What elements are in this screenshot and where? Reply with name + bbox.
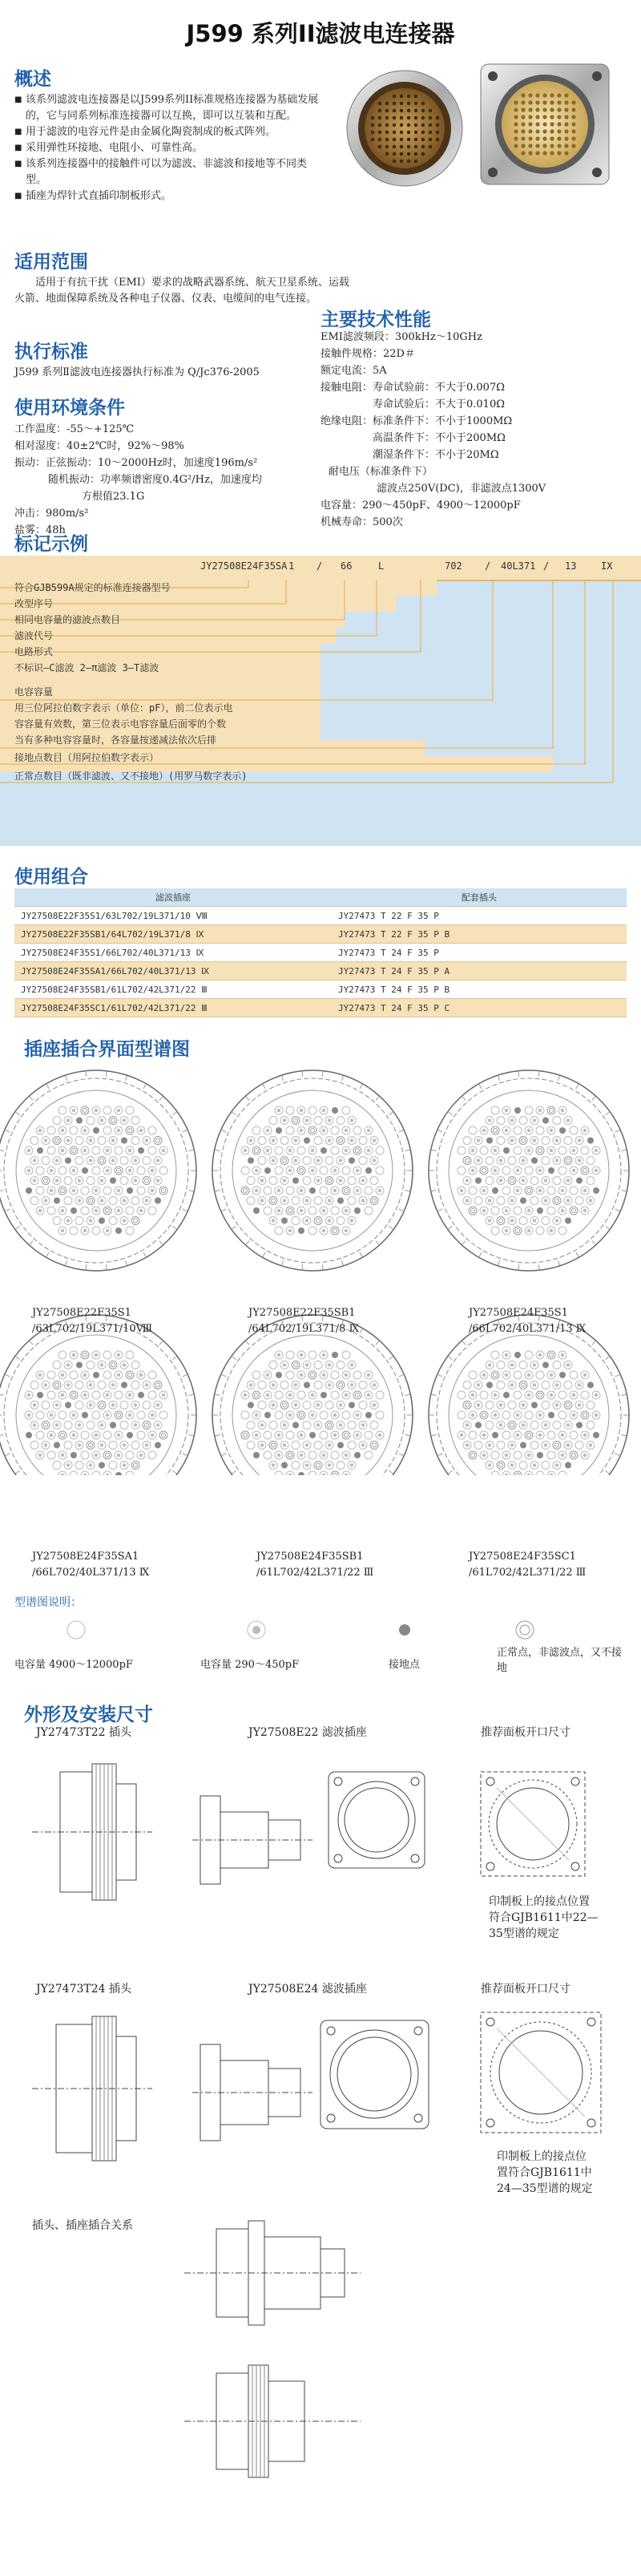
connector-label: JY27508E22F35S1 /63L702/19L371/10Ⅷ [32,1307,153,1335]
table-row [14,999,627,1017]
usage-table [14,888,627,1017]
marking-row: 符合GJB599A规定的标准连接器型号 [14,582,171,593]
marking-row: 用三位阿拉伯数字表示（单位：pF），前二位表示电 [14,702,233,714]
code-part: 13 [565,560,577,572]
environment-list [14,421,335,539]
tech-line: EMI滤波频段：300kHz～10GHz [320,331,482,343]
table-row [14,944,627,962]
code-part: 40L371 [501,560,536,572]
pcb-note-22: 印制板上的接点位置 符合GJB1611中22— 35型谱的规定 [489,1895,599,1940]
tech-line: 滤波点250V(DC)，非滤波点1300V [377,483,546,495]
connector-face [429,1315,629,1475]
usage-col-header: 配套插头 [332,888,627,907]
interface-heading: 插座插合界面型谱图 [24,1039,190,1060]
legend-label: 接地点 [389,1659,421,1671]
code-part: / [543,560,550,572]
tech-line: 寿命试验后：不大于0.010Ω [373,398,505,410]
code-part: / [316,560,323,572]
overview-bullet: ■ 采用弹性环接地、电阻小、可靠性高。 [14,140,319,156]
marking-row: 改型序号 [14,598,54,609]
connector-face [212,1315,413,1475]
env-line: 相对湿度：40±2℃时，92%～98% [14,440,185,452]
env-line: 方根值23.1G [82,491,145,503]
marking-row: 当有多种电容容量时，各容量按递减法依次后排 [14,734,217,746]
connector-face [0,1315,196,1475]
overview-bullets [14,92,319,204]
overview-bullet: ■ 该系列滤波电连接器是以J599系列II标准规格连接器为基础发展的，它与同系列标准连接器可以互换，即可以互装和互配。 [14,92,319,124]
marking-row: 接地点数目（用阿拉伯数字表示） [14,752,159,763]
connector-face [0,1070,196,1271]
product-photo [320,52,633,188]
legend-label: 电容量 290～450pF [200,1659,300,1671]
environment-heading: 使用环境条件 [14,398,125,419]
tech-heading: 主要技术性能 [320,309,431,330]
usage-cell: JY27508E24F35SC1/61L702/42L371/22 Ⅲ [14,999,332,1017]
usage-cell: JY27473 T 24 F 35 P B [332,981,627,999]
page-title: J599 系列II滤波电连接器 [186,20,455,47]
marking-row: 电路形式 [14,646,54,657]
env-line: 工作温度：-55～+125℃ [14,423,135,435]
marking-row: 正常点数目（既非滤波、又不接地）(用罗马数字表示) [14,770,248,782]
standard-text: J599 系列Ⅱ滤波电连接器执行标准为 Q/Jc376-2005 [14,366,260,378]
code-part: JY27508E24F35SA [200,560,288,572]
usage-cell: JY27473 T 24 F 35 P [332,944,627,962]
code-part: 702 [445,560,462,572]
dim-label: JY27508E22 滤波插座 [248,1726,367,1739]
env-line: 冲击：980m/s² [14,508,89,520]
connector-face [429,1070,629,1271]
table-row [14,925,627,944]
overview-bullet: ■ 插座为焊针式直插印制板形式。 [14,188,319,204]
marking-row: 相同电容量的滤波点数目 [14,614,121,625]
tech-list [320,329,625,531]
connector-label: JY27508E24F35S1 /66L702/40L371/13 Ⅸ [469,1307,587,1335]
tech-line: 电容量：290～450pF、4900～12000pF [320,499,521,512]
usage-table-wrap [14,888,627,1017]
tech-line: 耐电压（标准条件下） [329,466,433,478]
table-row [14,907,627,925]
table-row [14,962,627,981]
dim-label: 推荐面板开口尺寸 [481,1983,570,1996]
overview-heading: 概述 [14,69,51,90]
code-part: IX [601,560,613,572]
connector-label: JY27508E24F35SB1 /61L702/42L371/22 Ⅲ [256,1551,374,1579]
application-text: 适用于有抗干扰（EMI）要求的战略武器系统、航天卫星系统、运载火箭、地面保障系统及各种电子仪器、仪表、电缆间的电气连接。 [14,277,349,305]
connector-label: JY27508E24F35SA1 /66L702/40L371/13 Ⅸ [32,1551,150,1579]
usage-cell: JY27508E24F35S1/66L702/40L371/13 Ⅸ [14,944,332,962]
dim-label: 插头、插座插合关系 [32,2219,133,2232]
code-part: / [485,560,491,572]
code-part: 66 [341,560,353,572]
overview-bullet: ■ 用于滤波的电容元件是由金属化陶瓷制成的板式阵列。 [14,124,319,140]
application-heading: 适用范围 [14,252,88,273]
tech-line: 接触件规格：22D＃ [320,348,415,360]
usage-cell: JY27473 T 24 F 35 P C [332,999,627,1017]
dim-label: JY27473T22 插头 [36,1726,131,1739]
legend-title: 型谱图说明： [14,1596,82,1609]
table-row [14,981,627,999]
dim-label: JY27473T24 插头 [36,1983,131,1996]
tech-line: 绝缘电阻：标准条件下：不小于1000MΩ [320,415,513,427]
tech-line: 高温条件下：不小于200MΩ [373,432,506,444]
tech-line: 接触电阻：寿命试验前：不大于0.007Ω [320,382,505,394]
standard-heading: 执行标准 [14,342,88,362]
code-part: L [378,560,385,572]
interface-diagrams [0,1058,641,1475]
env-line: 随机振动：功率频谱密度0.4G²/Hz，加速度均 [48,474,262,486]
marking-row: 滤波代号 [14,630,54,641]
usage-cell: JY27473 T 22 F 35 P B [332,925,627,944]
overview-bullet: ■ 该系列连接器中的接触件可以为滤波、非滤波和接地等不同类型。 [14,156,319,188]
usage-cell: JY27508E22F35S1/63L702/19L371/10 Ⅷ [14,907,332,925]
tech-line: 潮湿条件下：不小于20MΩ [373,449,499,461]
pcb-note-24: 印制板上的接点位 置符合GJB1611中 24—35型谱的规定 [497,2150,593,2195]
dim-label: 推荐面板开口尺寸 [481,1726,570,1739]
dim-label: JY27508E24 滤波插座 [248,1983,367,1996]
usage-cell: JY27473 T 22 F 35 P [332,907,627,925]
env-line: 振动：正弦振动：10～2000Hz时，加速度196m/s² [14,457,258,469]
connector-label: JY27508E22F35SB1 /64L702/19L371/8 Ⅸ [248,1307,360,1335]
usage-heading: 使用组合 [14,867,88,888]
usage-cell: JY27508E22F35SB1/64L702/19L371/8 Ⅸ [14,925,332,944]
legend-label: 电容量 4900～12000pF [14,1659,133,1671]
env-line: 盐雾：48h [14,524,66,536]
dimensions-heading: 外形及安装尺寸 [24,1705,153,1725]
dimension-drawings [0,1740,641,2574]
usage-cell: JY27508E24F35SA1/66L702/40L371/13 Ⅸ [14,962,332,981]
connector-label: JY27508E24F35SC1 /61L702/42L371/22 Ⅲ [469,1551,587,1579]
connector-face [212,1070,413,1271]
usage-cell: JY27508E24F35SB1/61L702/42L371/22 Ⅲ [14,981,332,999]
code-part: 1 [288,560,295,572]
tech-line: 额定电流：5A [320,365,387,377]
legend-label: 正常点，非滤波点，又不接地 [497,1647,623,1674]
marking-row: 电容容量 [14,686,54,698]
marking-heading: 标记示例 [14,534,88,555]
usage-col-header: 滤波插座 [14,888,332,907]
usage-cell: JY27473 T 24 F 35 P A [332,962,627,981]
tech-line: 机械寿命：500次 [320,516,403,528]
marking-row: 不标识—C滤波 2—π滤波 3—T滤波 [14,662,159,673]
marking-panel [0,556,641,846]
marking-row: 容容量有效数，第三位表示电容容量后面零的个数 [14,718,227,730]
